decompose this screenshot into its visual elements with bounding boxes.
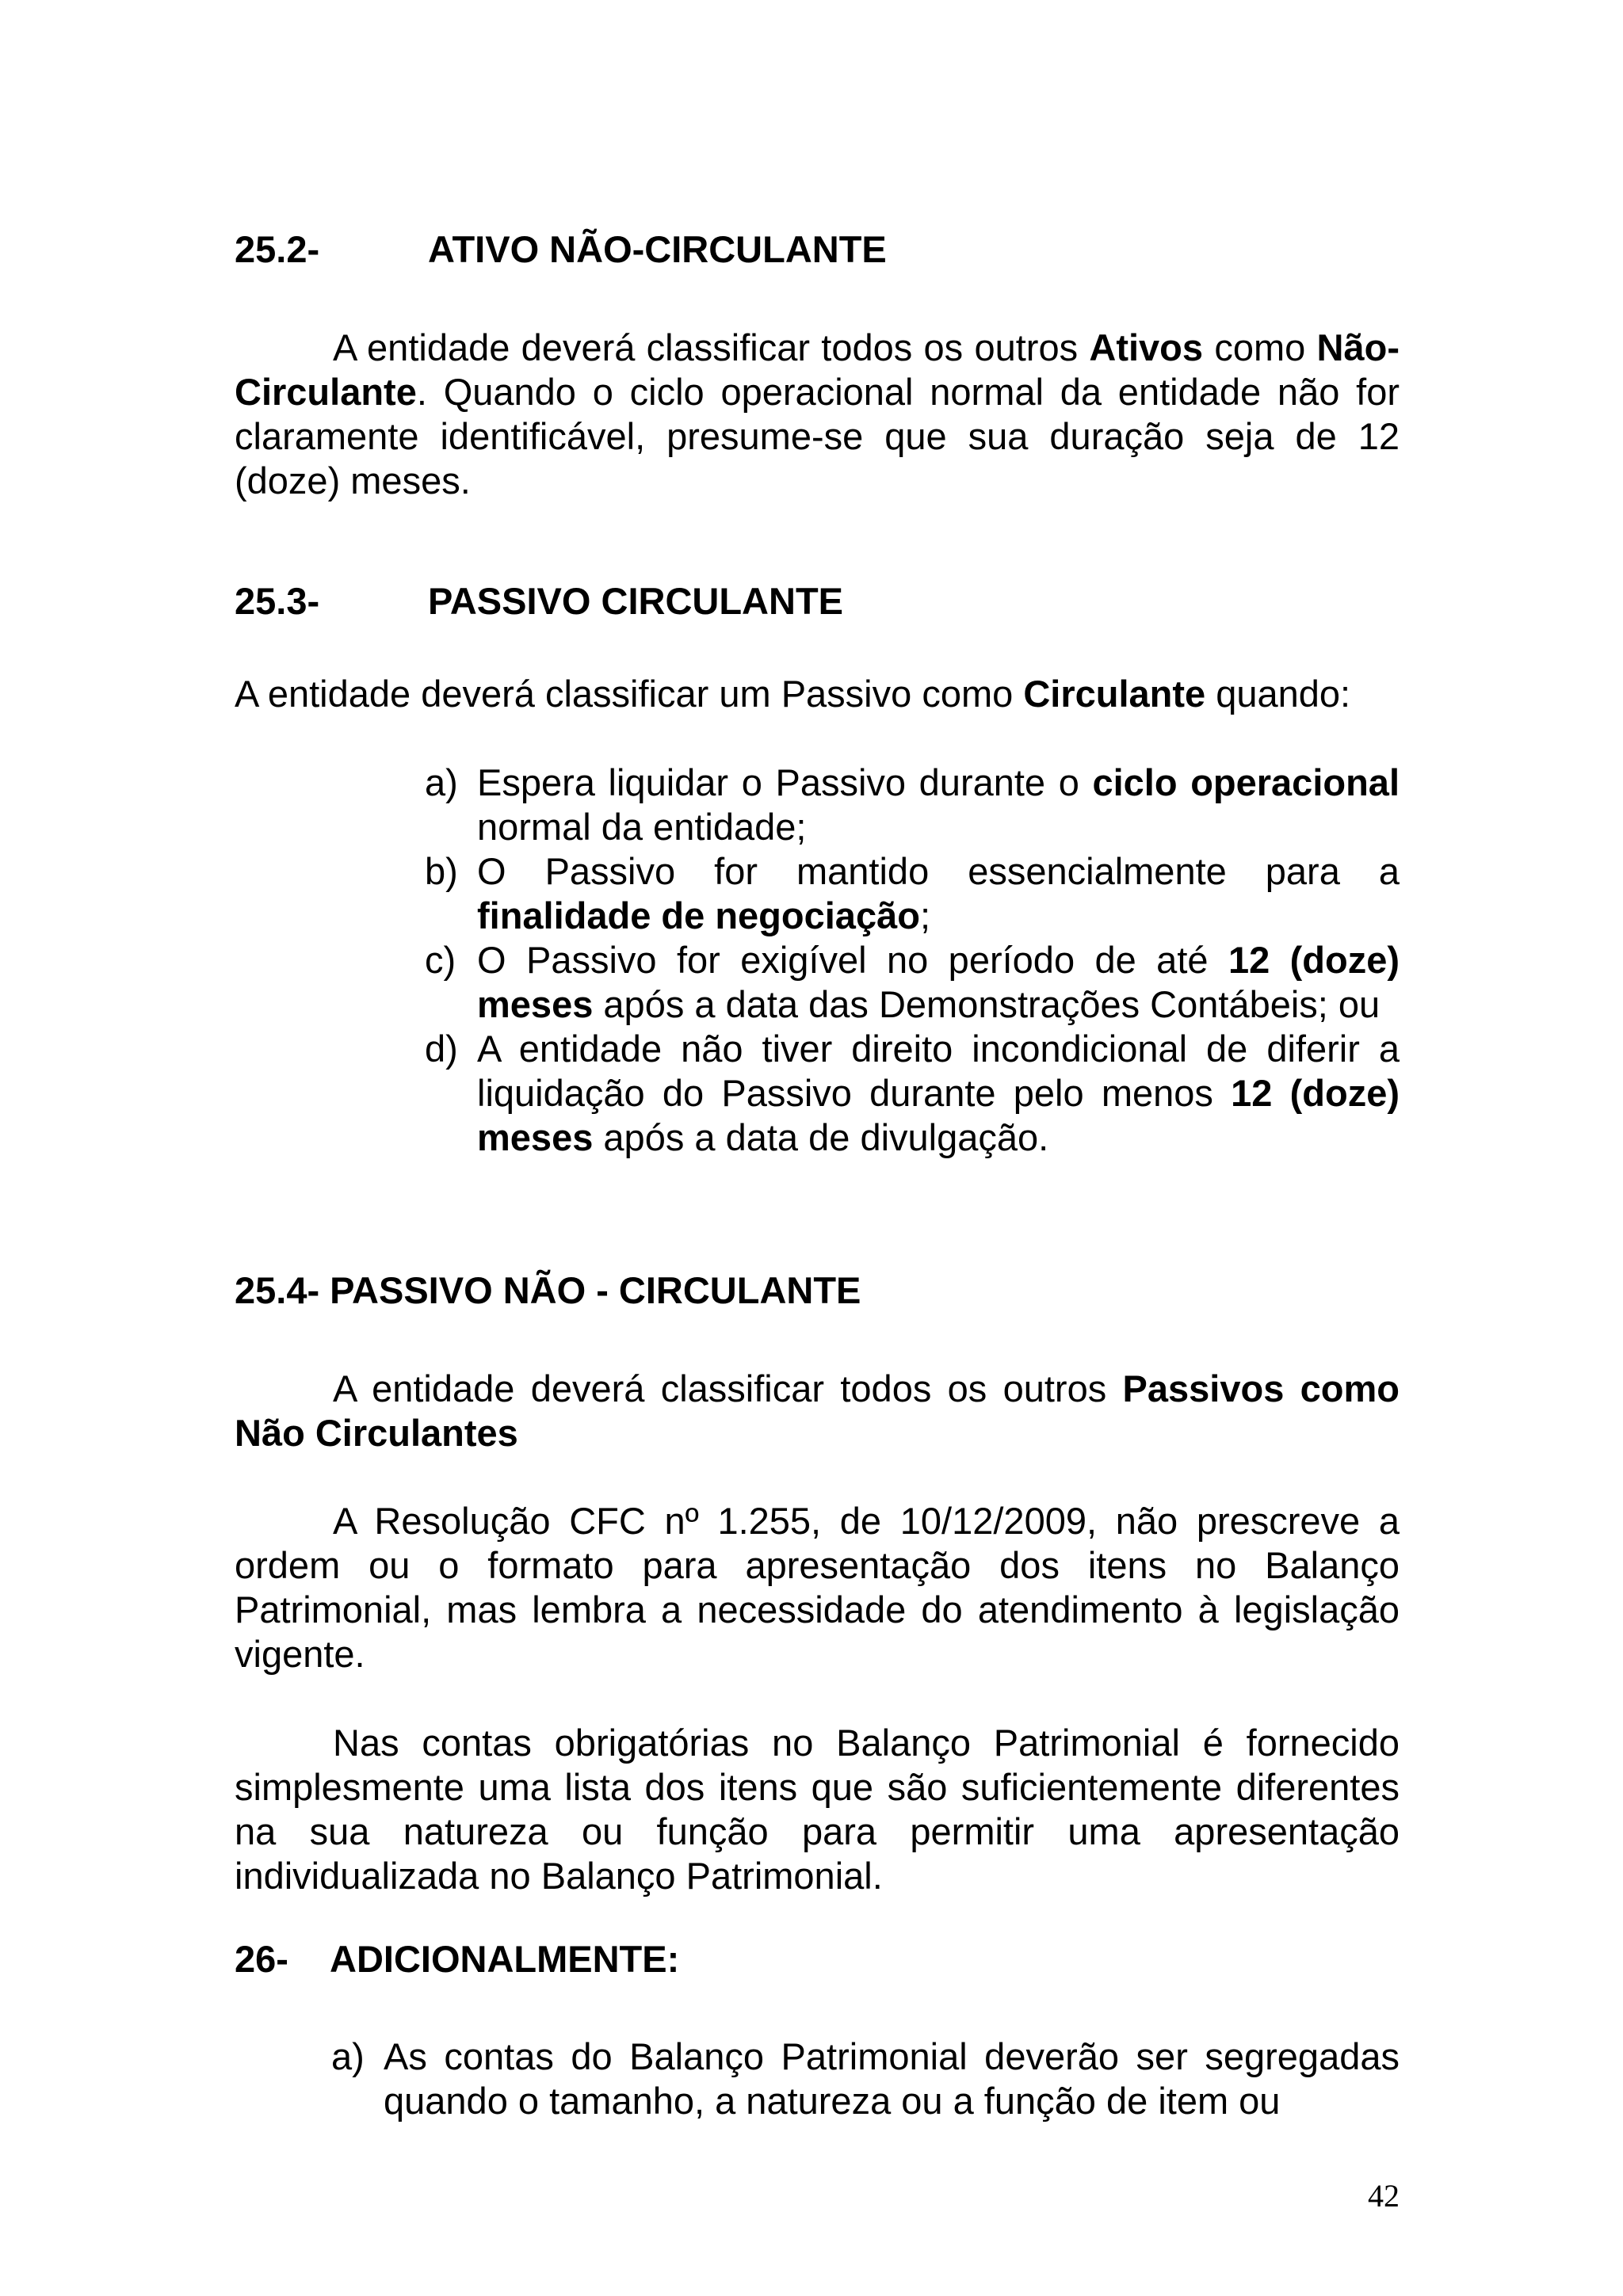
list-item-d [425,1027,1400,1160]
text-run: O Passivo for mantido essencialmente para a [477,850,1400,892]
text-run: A entidade deverá classificar todos os outros [333,326,1090,368]
list-item-a [425,761,1400,849]
list-26 [331,2035,1400,2123]
text-run: A entidade não tiver direito incondicional de diferir a liquidação do Passivo durante pelo menos [477,1028,1400,1114]
list-marker: b) [425,850,458,892]
list-marker: a) [331,2035,365,2077]
list-item-c [425,938,1400,1027]
paragraph-25-4-1 [235,1367,1400,1455]
heading-title: ADICIONALMENTE: [330,1938,680,1980]
paragraph-25-3-intro [235,672,1400,716]
bold-run: Não-Circulante [235,326,1400,413]
bold-run: 12 (doze) meses [477,1072,1400,1158]
heading-25-3 [235,579,1400,624]
list-item-a [331,2035,1400,2123]
text-run: O Passivo for exigível no período de até [477,939,1228,981]
text-run: ; [919,894,930,936]
heading-25-4: 25.4- PASSIVO NÃO - CIRCULANTE [235,1269,861,1311]
heading-title: PASSIVO CIRCULANTE [428,580,843,622]
paragraph-25-2 [235,326,1400,503]
text-run: Espera liquidar o Passivo durante o [477,761,1093,803]
bold-run: ciclo operacional [1092,761,1400,803]
paragraph-25-4-3: Nas contas obrigatórias no Balanço Patrimonial é fornecido simplesmente uma lista dos itens que são suficientemente diferentes na sua natureza ou função para permitir uma apresentação individualizada no Balanço Patrimonial. [235,1722,1400,1897]
text-run: A entidade deverá classificar todos os outros [333,1367,1123,1409]
heading-number: 25.3- [235,580,320,622]
bold-run: 12 (doze) meses [477,939,1400,1025]
list-item-b [425,849,1400,938]
text-run: As contas do Balanço Patrimonial deverão ser segregadas quando o tamanho, a natureza ou a função de item ou [384,2035,1400,2122]
paragraph-25-4-2: A Resolução CFC nº 1.255, de 10/12/2009, não prescreve a ordem ou o formato para apresentação dos itens no Balanço Patrimonial, mas lembra a necessidade do atendimento à legislação vigente. [235,1500,1400,1675]
heading-number: 25.2- [235,228,320,270]
list-marker: a) [425,761,458,803]
text-run: . Quando o ciclo operacional normal da entidade não for claramente identificável, presume-se que sua duração seja de 12 (doze) meses. [235,371,1400,502]
heading-26 [235,1937,1400,1981]
text-run: como [1203,326,1317,368]
text-run: após a data de divulgação. [593,1116,1049,1158]
list-25-3 [425,761,1400,1160]
list-marker: d) [425,1028,458,1070]
text-run: normal da entidade; [477,806,807,848]
bold-run: Passivos como Não Circulantes [235,1367,1400,1454]
heading-title: ATIVO NÃO-CIRCULANTE [428,228,887,270]
bold-run: finalidade de negociação [477,894,920,936]
list-marker: c) [425,939,456,981]
text-run: A entidade deverá classificar um Passivo como [235,673,1024,715]
text-run: após a data das Demonstrações Contábeis; ou [593,983,1381,1025]
bold-run: Ativos [1089,326,1204,368]
heading-25-2 [235,227,1400,272]
heading-number: 26- [235,1938,288,1980]
text-run: quando: [1205,673,1351,715]
page-number: 42 [1368,2178,1400,2214]
bold-run: Circulante [1023,673,1206,715]
